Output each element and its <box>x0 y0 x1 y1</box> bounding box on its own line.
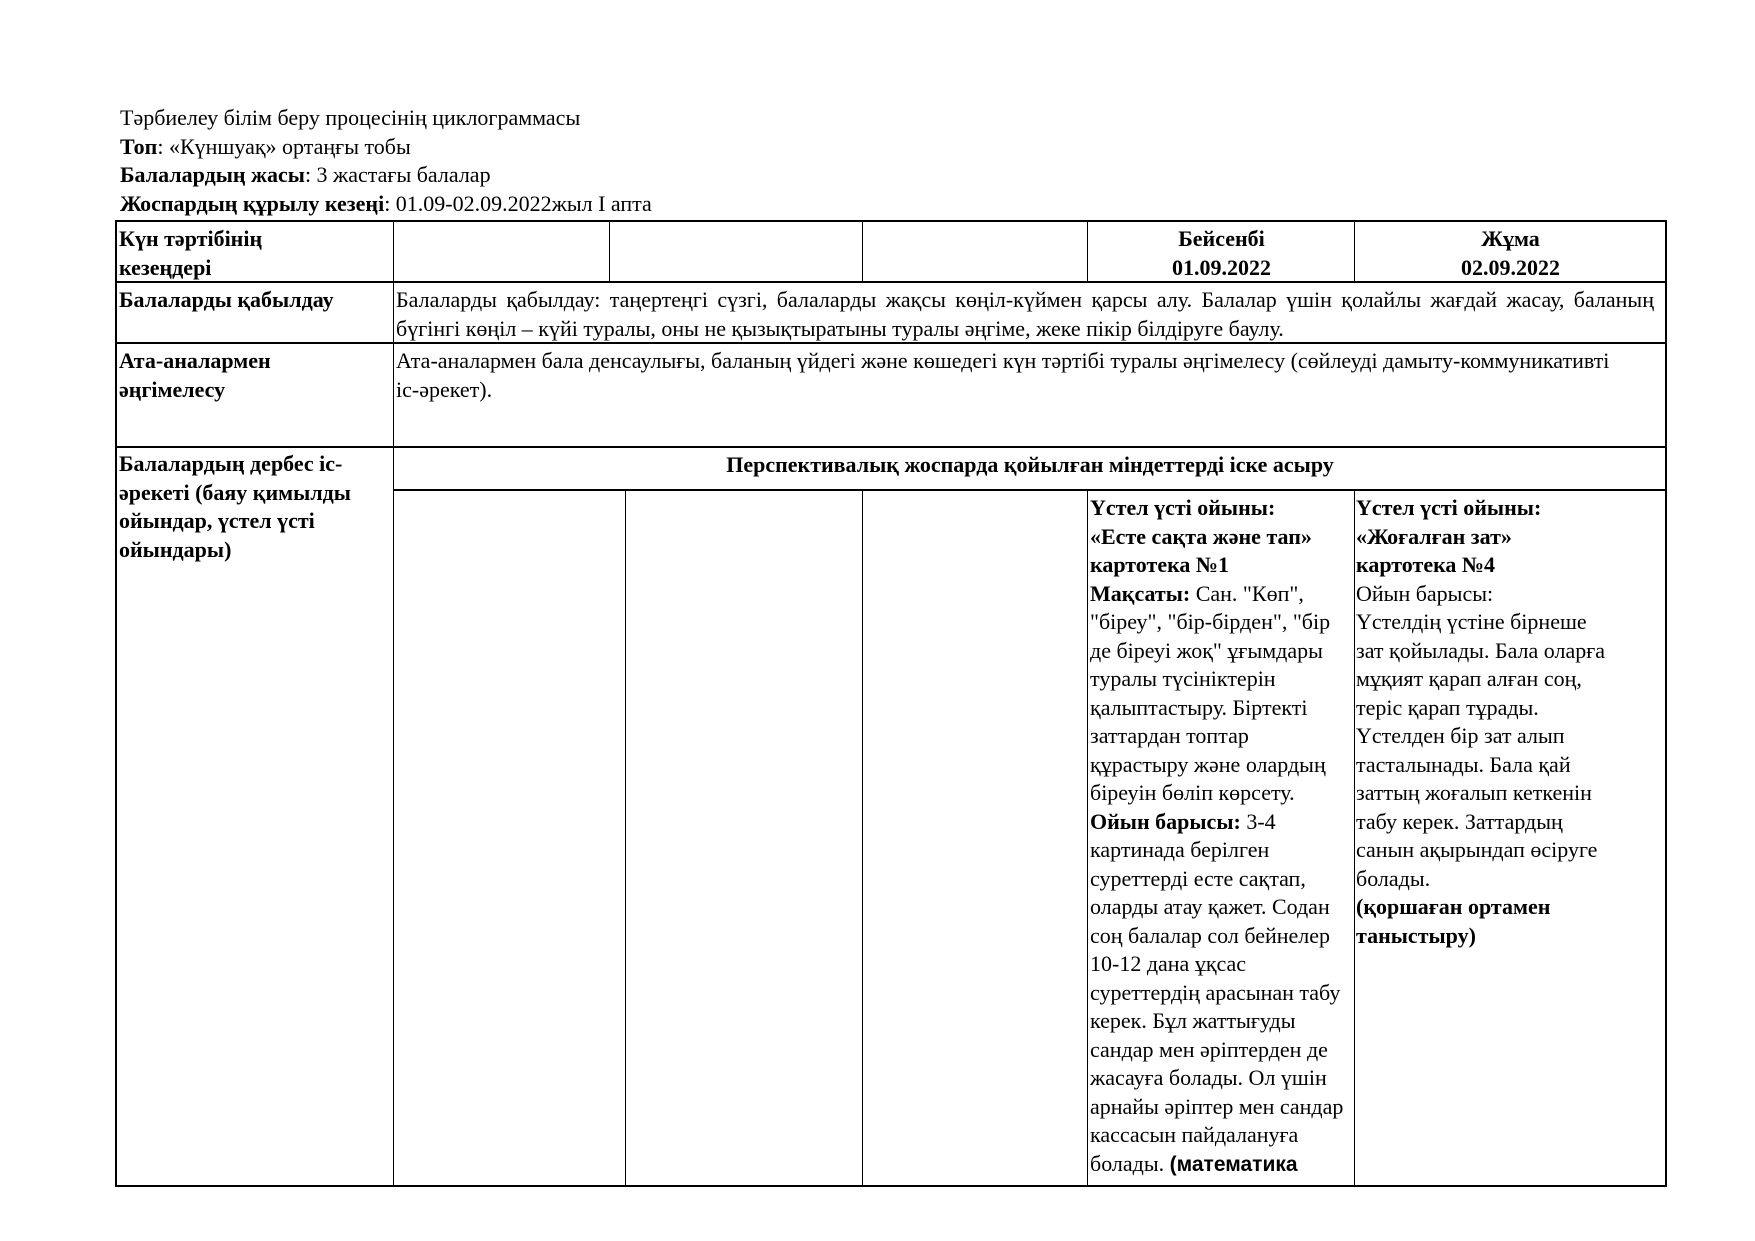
thu-game-label: Ойын барысы: <box>1090 808 1241 834</box>
thu-game-text-13: болады. <box>1090 1150 1170 1176</box>
thu-game-text-3: суреттерді есте сақтап, <box>1090 865 1306 891</box>
fri-game-card: картотека №4 <box>1356 552 1496 577</box>
fri-tag-1: (қоршаған ортамен <box>1356 894 1551 919</box>
fri-text-8: заттың жоғалып кеткенін <box>1356 780 1592 805</box>
reception-label: Балаларды қабылдау <box>119 287 334 312</box>
thu-game-title: «Есте сақта және тап» <box>1090 523 1312 549</box>
age-label: Балалардың жасы <box>120 162 305 187</box>
fri-game-title: «Жоғалған зат» <box>1356 523 1512 549</box>
document-title: Тәрбиелеу білім беру процесінің циклограммасы <box>120 105 581 130</box>
fri-text-5: теріс қарап тұрады. <box>1356 694 1539 720</box>
table-line-3 <box>115 446 1667 448</box>
head-stage-column <box>119 225 389 282</box>
fri-text-10: санын ақырындап өсіруге <box>1356 837 1598 862</box>
thu-game-text-5: соң балалар сол бейнелер <box>1090 922 1331 948</box>
period-value: : 01.09-02.09.2022жыл І апта <box>384 190 652 216</box>
table-head-divider-b <box>862 220 863 282</box>
fri-game-type: Үстел үсті ойыны: <box>1356 495 1542 520</box>
thu-game-text-9: сандар мен әріптерден де <box>1090 1036 1328 1062</box>
thu-game-text-12: кассасын пайдалануға <box>1090 1122 1299 1147</box>
table-body-divider-a <box>625 489 626 1187</box>
period-label: Жоспардың құрылу кезеңі <box>120 190 385 216</box>
fri-text-7: тасталынады. Бала қай <box>1356 751 1571 777</box>
reception-text: Балаларды қабылдау: таңертеңгі сүзгі, балаларды жақсы көңіл-күймен қарсы алу. Балалар үшін қолайлы жағдай жасау, баланың бүгінгі көңіл – күйі туралы, оны не қызықтыратыны туралы әңгіме, жеке пікір білдіруге баулу. <box>396 287 1654 341</box>
activity-subheader: Перспективалық жоспарда қойылған міндеттерді іске асыру <box>726 452 1334 477</box>
group-value: : «Күншуақ» ортаңғы тобы <box>157 133 411 159</box>
fri-text-1: Ойын барысы: <box>1356 580 1494 606</box>
thu-game-text-10: жасауға болады. Ол үшін <box>1090 1065 1327 1090</box>
table-border-right <box>1665 220 1667 1187</box>
thu-game-text-8: керек. Бұл жаттығуды <box>1090 1008 1296 1033</box>
head-friday <box>1356 225 1665 282</box>
thu-goal-text-6: заттардан топтар <box>1090 723 1249 748</box>
thu-game-text-11: арнайы әріптер мен сандар <box>1090 1093 1344 1119</box>
fri-text-4: мұқият қарап алған соң, <box>1356 666 1582 691</box>
thu-goal-text-2: "біреу", "бір-бірден", "бір <box>1090 609 1331 634</box>
thu-game-text-2: картинада берілген <box>1090 837 1270 862</box>
table-line-4 <box>393 489 1667 491</box>
table-border-top <box>115 220 1667 222</box>
table-head-divider-c <box>1087 220 1088 282</box>
fri-text-3: зат қойылады. Бала оларға <box>1356 637 1606 663</box>
table-border-left <box>115 220 117 1187</box>
table-body-divider-b <box>862 489 863 1187</box>
thu-goal-line1 <box>1090 580 1354 609</box>
fri-text-2: Үстелдің үстіне бірнеше <box>1356 609 1587 634</box>
thu-game-card: картотека №1 <box>1090 552 1230 577</box>
parents-label: Ата-аналармен әңгімелесу <box>119 348 271 402</box>
thu-game-text-1: 3-4 <box>1240 808 1276 834</box>
table-body-divider-c <box>1087 489 1088 1187</box>
fri-text-9: табу керек. Заттардың <box>1356 808 1563 834</box>
thu-game-tag: (математика <box>1169 1152 1298 1176</box>
thu-goal-text-1: Сан. "Көп", <box>1190 580 1304 606</box>
thursday-activity <box>1090 494 1354 1184</box>
group-label: Топ <box>120 133 158 159</box>
fri-text-6: Үстелден бір зат алып <box>1356 723 1565 748</box>
thu-goal-text-3: де біреуі жоқ" ұғымдары <box>1090 637 1323 663</box>
thu-goal-text-7: құрастыру және олардың <box>1090 751 1326 777</box>
thu-game-line-last <box>1090 1150 1354 1180</box>
activity-label: Балалардың дербес іс-әрекеті (баяу қимылды ойындар, үстел үсті ойындары) <box>119 451 351 562</box>
head-thursday <box>1089 225 1354 282</box>
thu-game-text-4: оларды атау қажет. Содан <box>1090 894 1330 919</box>
parents-text: Ата-аналармен бала денсаулығы, баланың үйдегі және көшедегі күн тәртібі туралы әңгімелесу (сөйлеуді дамыту-коммуникативті іс-әрекет). <box>396 348 1610 402</box>
table-border-bottom <box>115 1185 1667 1187</box>
thu-goal-text-4: туралы түсініктерін <box>1090 666 1276 691</box>
thu-goal-text-5: қалыптастыру. Біртекті <box>1090 694 1308 720</box>
thu-game-type: Үстел үсті ойыны: <box>1090 495 1276 520</box>
thu-goal-text-8: біреуін бөліп көрсету. <box>1090 780 1295 805</box>
head-stage-line2: кезеңдері <box>119 254 212 280</box>
table-head-divider-a <box>609 220 610 282</box>
head-friday-day: Жұма <box>1481 226 1540 251</box>
fri-text-11: болады. <box>1356 865 1431 891</box>
head-thursday-date: 01.09.2022 <box>1172 254 1271 280</box>
table-col-divider-1 <box>393 220 394 1187</box>
friday-activity <box>1356 494 1664 1184</box>
thu-game-line1 <box>1090 808 1354 837</box>
table-head-divider-d <box>1354 220 1355 282</box>
head-thursday-day: Бейсенбі <box>1178 226 1265 251</box>
age-value: : 3 жастағы балалар <box>304 162 491 187</box>
head-stage-line1: Күн тәртібінің <box>119 226 263 251</box>
thu-goal-label: Мақсаты: <box>1090 580 1191 606</box>
head-friday-date: 02.09.2022 <box>1461 254 1560 280</box>
thu-game-text-7: суреттердің арасынан табу <box>1090 979 1341 1005</box>
fri-tag-2: таныстыру) <box>1356 922 1476 948</box>
thu-game-text-6: 10-12 дана ұқсас <box>1090 951 1247 976</box>
table-body-divider-d <box>1354 489 1355 1187</box>
